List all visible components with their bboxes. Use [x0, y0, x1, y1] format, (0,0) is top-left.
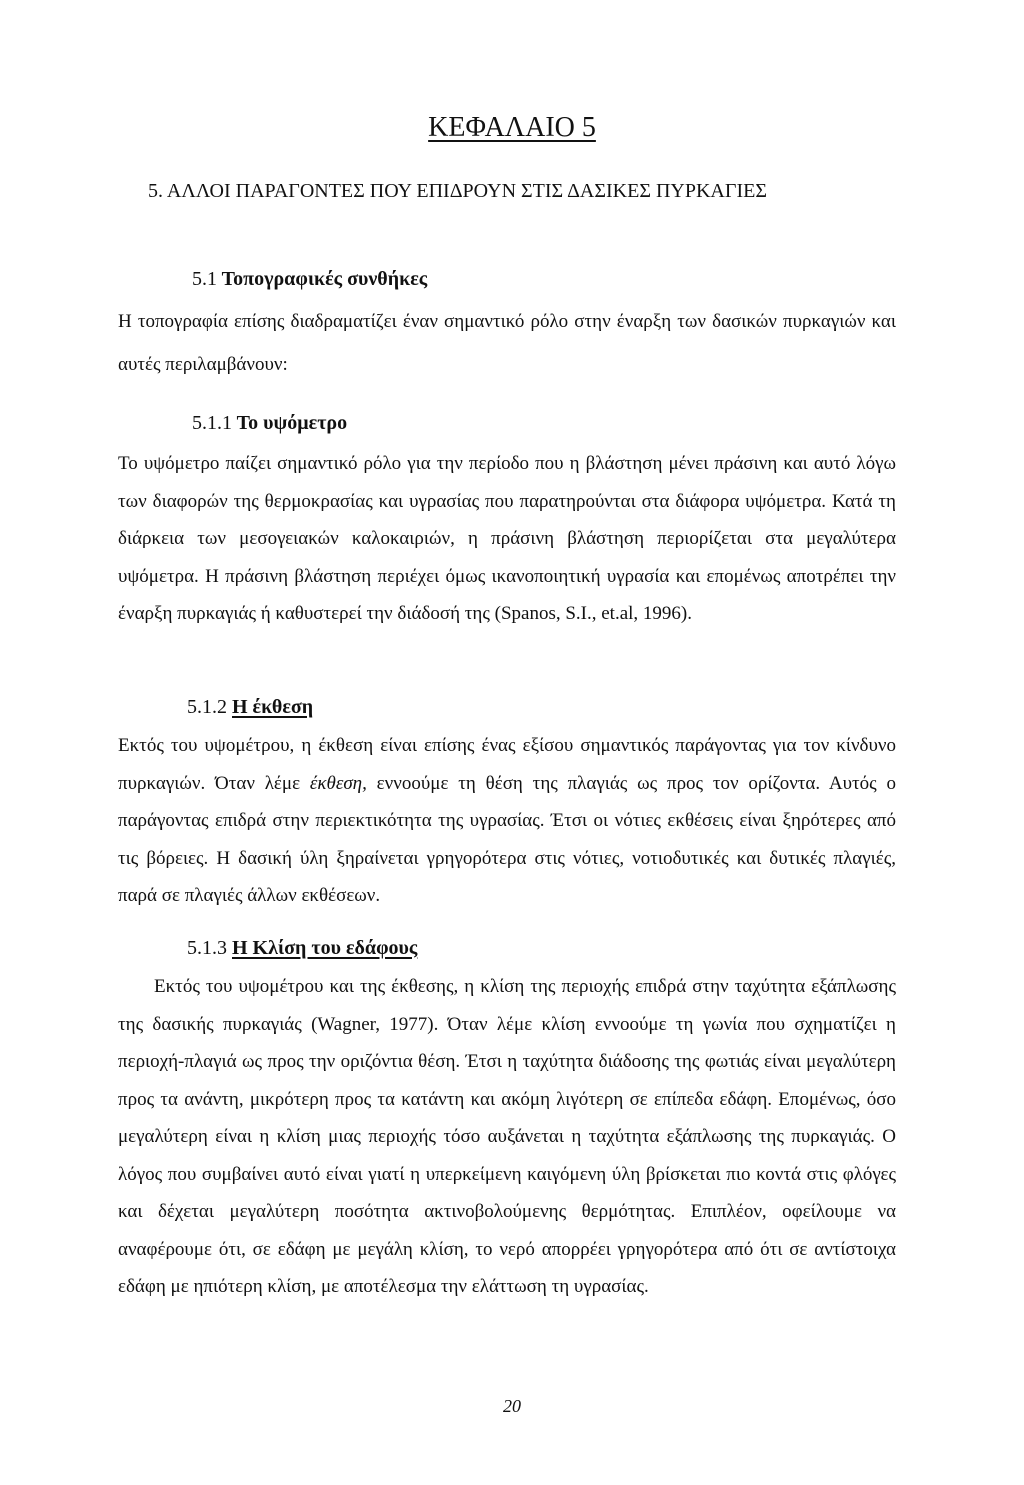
section-heading-5-1-1	[192, 412, 347, 435]
section-5-1-3-paragraph	[118, 968, 896, 1306]
section-title: Το υψόμετρο	[236, 412, 348, 434]
paragraph-text: εννοούμε τη θέση της πλαγιάς ως προς τον ορίζοντα. Αυτός ο παράγοντας επιδρά στην περιεκτικότητα της υγρασίας. Έτσι οι νότιες εκθέσεις είναι ξηρότερες από τις βόρειες. Η δασική ύλη ξηραίνεται γρηγορότερα στις νότιες, νοτιοδυτικές και δυτικές πλαγιές, παρά σε πλαγιές άλλων εκθέσεων.	[118, 772, 896, 906]
section-5-1-paragraph: Η τοπογραφία επίσης διαδραματίζει έναν σημαντικό ρόλο στην έναρξη των δασικών πυρκαγιών και αυτές περιλαμβάνουν:	[118, 311, 896, 375]
paragraph-text: Εκτός του υψομέτρου και της έκθεσης, η κλίση της περιοχής επιδρά στην ταχύτητα εξάπλωσης της δασικής πυρκαγιάς (Wagner, 1977). Όταν λέμε κλίση εννοούμε τη γωνία που σχηματίζει η περιοχή-πλαγιά ως προς την οριζόντια θέση. Έτσι η ταχύτητα διάδοσης της φωτιάς είναι μεγαλύτερη προς τα ανάντη, μικρότερη προς τα κατάντη και ακόμη λιγότερη σε επίπεδα εδάφη. Επομένως, όσο μεγαλύτερη είναι η κλίση μιας περιοχής τόσο αυξάνεται η ταχύτητα εξάπλωσης της πυρκαγιάς. Ο λόγος που συμβαίνει αυτό είναι γιατί η υπερκείμενη καιγόμενη ύλη βρίσκεται πιο κοντά στις φλόγες και δέχεται μεγαλύτερη ποσότητα ακτινοβολούμενης θερμότητας. Επιπλέον, οφείλουμε να αναφέρουμε ότι, σε εδάφη με μεγάλη κλίση, το νερό απορρέει γρηγορότερα από ότι σε αντίστοιχα εδάφη με ηπιότερη κλίση, με αποτέλεσμα την ελάττωση τη υγρασίας.	[118, 976, 896, 1297]
chapter-heading: 5. ΑΛΛΟΙ ΠΑΡΑΓΟΝΤΕΣ ΠΟΥ ΕΠΙΔΡΟΥΝ ΣΤΙΣ ΔΑΣΙΚΕΣ ΠΥΡΚΑΓΙΕΣ	[148, 180, 767, 202]
section-title: Η Κλίση του εδάφους	[232, 937, 418, 959]
section-number: 5.1	[192, 268, 217, 290]
section-title: Τοπογραφικές συνθήκες	[221, 268, 428, 290]
section-number: 5.1.1	[192, 412, 232, 434]
section-title: Η έκθεση	[232, 696, 314, 718]
page-number: 20	[503, 1396, 521, 1416]
section-heading-5-1-2	[187, 696, 313, 719]
section-number: 5.1.2	[187, 696, 227, 718]
section-number: 5.1.3	[187, 937, 227, 959]
section-5-1-2-paragraph	[118, 727, 896, 915]
paragraph-text: Εκτός του υψομέτρου, η έκθεση είναι επίσης ένας εξίσου σημαντικός παράγοντας για τον κίνδυνο πυρκαγιών. Όταν λέμε	[118, 735, 896, 794]
section-5-1-1-paragraph: Το υψόμετρο παίζει σημαντικό ρόλο για την περίοδο που η βλάστηση μένει πράσινη και αυτό λόγω των διαφορών της θερμοκρασίας και υγρασίας που παρατηρούνται στα διάφορα υψόμετρα. Κατά τη διάρκεια των μεσογειακών καλοκαιριών, η πράσινη βλάστηση περιορίζεται στα μεγαλύτερα υψόμετρα. Η πράσινη βλάστηση περιέχει όμως ικανοποιητική υγρασία και επομένως αποτρέπει την έναρξη πυρκαγιάς ή καθυστερεί την διάδοσή της (Spanos, S.I., et.al, 1996).	[118, 453, 896, 624]
emphasis-term: έκθεση,	[309, 772, 367, 794]
section-heading-5-1	[192, 268, 427, 291]
section-heading-5-1-3	[187, 937, 417, 960]
chapter-title: ΚΕΦΑΛΑΙΟ 5	[428, 112, 596, 143]
